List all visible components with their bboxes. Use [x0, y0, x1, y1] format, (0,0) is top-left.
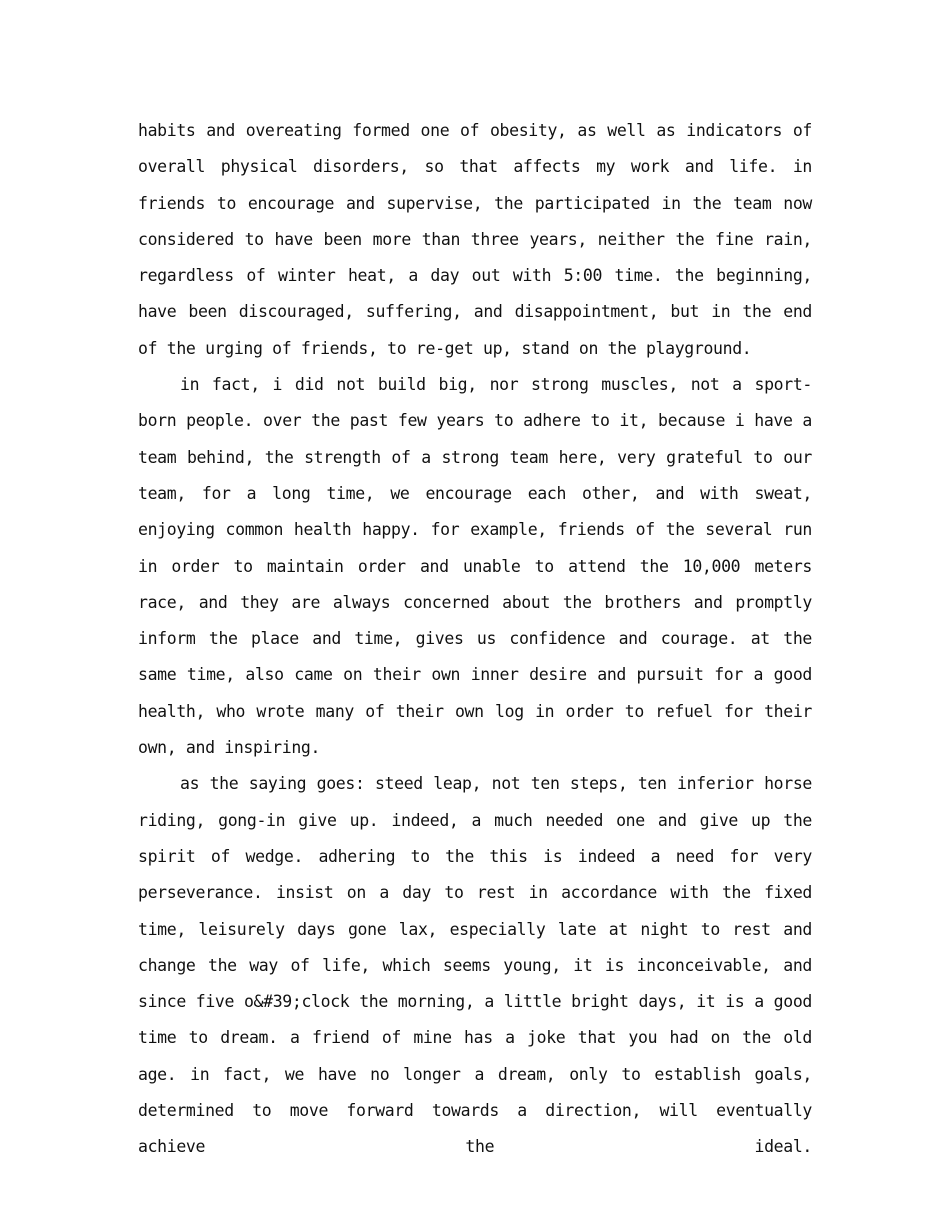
paragraph-1: habits and overeating formed one of obesity, as well as indicators of overall physical disorders, so that affects my work and life. in friends to encourage and supervise, the participated in the team now considered to have been more than three years, neither the fine rain, regardless of winter heat, a day out with 5:00 time. the beginning, have been discouraged, suffering, and disappointment, but in the end of the urging of friends, to re-get up, stand on the playground.: [138, 121, 812, 358]
paragraph-2: in fact, i did not build big, nor strong muscles, not a sport-born people. over the past few years to adhere to it, because i have a team behind, the strength of a strong team here, very grateful to our team, for a long time, we encourage each other, and with sweat, enjoying common health happy. for example, friends of the several run in order to maintain order and unable to attend the 10,000 meters race, and they are always concerned about the brothers and promptly inform the place and time, gives us confidence and courage. at the same time, also came on their own inner desire and pursuit for a good health, who wrote many of their own log in order to refuel for their own, and inspiring.: [138, 375, 812, 758]
document-body: [138, 113, 812, 1166]
paragraph-3: as the saying goes: steed leap, not ten steps, ten inferior horse riding, gong-in give up. indeed, a much needed one and give up the spirit of wedge. adhering to the this is indeed a need for very perseverance. insist on a day to rest in accordance with the fixed time, leisurely days gone lax, especially late at night to rest and change the way of life, which seems young, it is inconceivable, and since five o&#39;clock the morning, a little bright days, it is a good time to dream. a friend of mine has a joke that you had on the old age. in fact, we have no longer a dream, only to establish goals, determined to move forward towards a direction, will eventually achieve the ideal.: [138, 774, 812, 1157]
